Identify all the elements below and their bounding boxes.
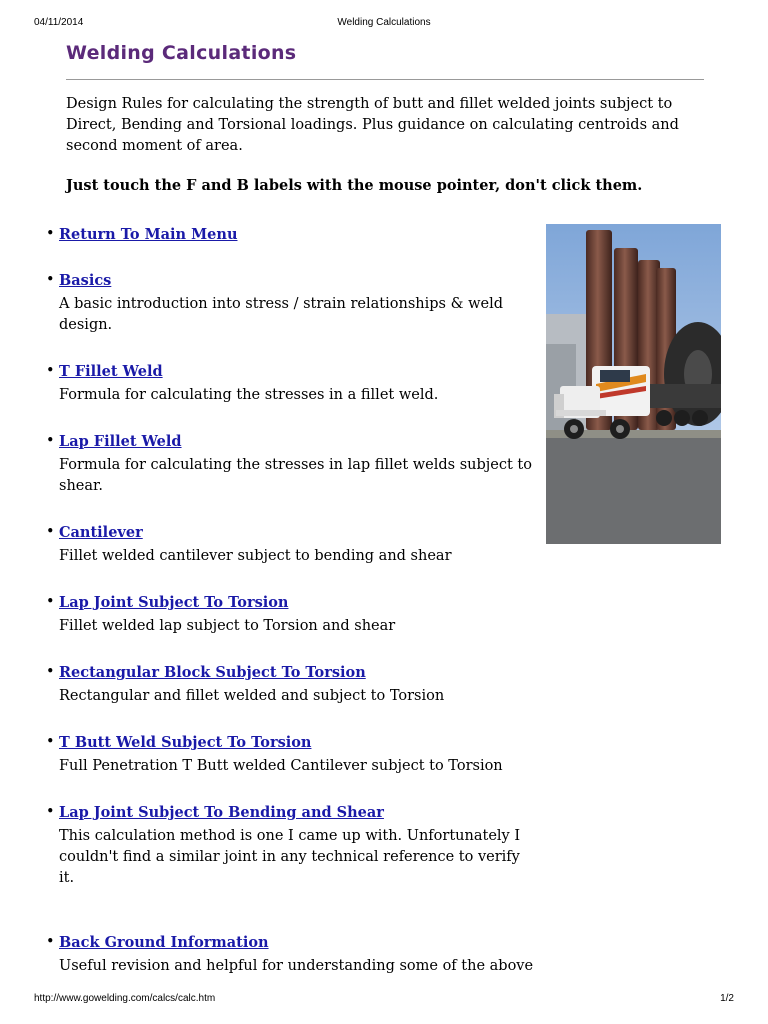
bullet: • <box>46 433 55 449</box>
title-divider <box>66 79 704 80</box>
background-info-link[interactable]: Back Ground Information <box>59 934 269 951</box>
t-fillet-weld-link[interactable]: T Fillet Weld <box>59 363 163 380</box>
print-page-title: Welding Calculations <box>337 17 431 28</box>
bullet: • <box>46 363 55 379</box>
bullet: • <box>46 934 55 950</box>
lap-joint-bending-shear-description: This calculation method is one I came up with. Unfortunately I couldn't find a similar joint in any technical reference to verify it. <box>59 828 521 886</box>
cantilever-description: Fillet welded cantilever subject to bending and shear <box>59 548 452 564</box>
menu-item-t-fillet-weld <box>46 361 536 406</box>
menu-item-basics <box>46 270 536 336</box>
bullet: • <box>46 272 55 288</box>
background-info-description: Useful revision and helpful for understanding some of the above <box>59 958 534 974</box>
lap-fillet-weld-description: Formula for calculating the stresses in lap fillet welds subject to shear. <box>59 457 532 494</box>
intro-text: Design Rules for calculating the strength of butt and fillet welded joints subject to Direct, Bending and Torsional loadings. Plus guidance on calculating centroids and second moment of area. <box>66 96 679 154</box>
mouse-tip-text: Just touch the F and B labels with the mouse pointer, don't click them. <box>66 177 643 194</box>
bullet: • <box>46 734 55 750</box>
truck-silos-photo <box>546 224 721 544</box>
lap-fillet-weld-link[interactable]: Lap Fillet Weld <box>59 433 182 450</box>
print-date: 04/11/2014 <box>34 17 84 28</box>
lap-joint-torsion-link[interactable]: Lap Joint Subject To Torsion <box>59 594 289 611</box>
basics-description: A basic introduction into stress / strain relationships & weld design. <box>59 296 504 333</box>
basics-link[interactable]: Basics <box>59 272 112 289</box>
return-main-menu-link[interactable]: Return To Main Menu <box>59 226 238 243</box>
rectangular-block-torsion-description: Rectangular and fillet welded and subject to Torsion <box>59 688 445 704</box>
bullet: • <box>46 804 55 820</box>
print-url: http://www.gowelding.com/calcs/calc.htm <box>34 993 216 1004</box>
t-butt-weld-torsion-link[interactable]: T Butt Weld Subject To Torsion <box>59 734 312 751</box>
t-butt-weld-torsion-description: Full Penetration T Butt welded Cantilever subject to Torsion <box>59 758 503 774</box>
menu-item-rectangular-block-torsion <box>46 662 536 707</box>
menu-item-lap-fillet-weld <box>46 431 536 497</box>
t-fillet-weld-description: Formula for calculating the stresses in a fillet weld. <box>59 387 439 403</box>
bullet: • <box>46 524 55 540</box>
bullet: • <box>46 226 55 242</box>
menu-item-t-butt-weld-torsion <box>46 732 536 777</box>
lap-joint-bending-shear-link[interactable]: Lap Joint Subject To Bending and Shear <box>59 804 384 821</box>
page-title: Welding Calculations <box>66 42 297 64</box>
menu-item-background-info <box>46 932 536 977</box>
menu-item-lap-joint-bending-shear <box>46 802 536 889</box>
cantilever-link[interactable]: Cantilever <box>59 524 143 541</box>
menu-item-cantilever <box>46 522 536 567</box>
rectangular-block-torsion-link[interactable]: Rectangular Block Subject To Torsion <box>59 664 366 681</box>
menu-item-return-main <box>46 224 536 246</box>
lap-joint-torsion-description: Fillet welded lap subject to Torsion and shear <box>59 618 396 634</box>
bullet: • <box>46 664 55 680</box>
bullet: • <box>46 594 55 610</box>
print-page-number: 1/2 <box>720 993 734 1004</box>
menu-item-lap-joint-torsion <box>46 592 536 637</box>
